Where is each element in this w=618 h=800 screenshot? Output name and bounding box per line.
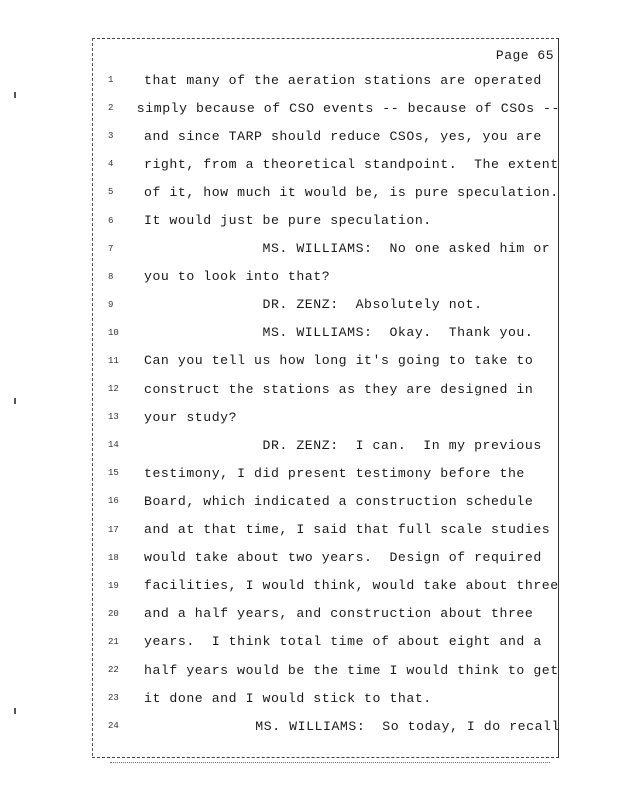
line-text: DR. ZENZ: I can. In my previous	[144, 437, 542, 453]
line-number: 11	[108, 355, 119, 366]
transcript-line	[100, 178, 560, 206]
line-number: 13	[108, 412, 119, 423]
line-text: MS. WILLIAMS: No one asked him or	[144, 241, 551, 257]
line-number: 10	[108, 327, 119, 338]
line-number: 8	[108, 271, 114, 282]
transcript-line	[100, 235, 560, 263]
transcript-line	[100, 656, 560, 684]
line-text: facilities, I would think, would take about three	[144, 578, 559, 594]
transcript-line	[100, 66, 560, 94]
line-text: MS. WILLIAMS: Okay. Thank you.	[144, 325, 534, 341]
margin-tick	[14, 398, 16, 404]
line-number: 17	[108, 524, 119, 535]
line-text: It would just be pure speculation.	[144, 213, 432, 229]
line-number: 20	[108, 608, 119, 619]
line-number: 7	[108, 243, 114, 254]
line-number: 22	[108, 665, 119, 676]
left-margin-rule	[92, 38, 93, 756]
transcript-line	[100, 291, 560, 319]
bottom-rule	[110, 762, 550, 763]
line-text: testimony, I did present testimony before the	[144, 465, 525, 481]
line-text: right, from a theoretical standpoint. The extent	[144, 156, 559, 172]
line-text: Can you tell us how long it's going to take to	[144, 353, 534, 369]
line-number: 24	[108, 721, 119, 732]
line-number: 9	[108, 299, 114, 310]
line-text: and a half years, and construction about three	[144, 606, 534, 622]
transcript-line	[100, 544, 560, 572]
line-number: 6	[108, 215, 114, 226]
transcript-line	[100, 263, 560, 291]
line-number: 3	[108, 131, 114, 142]
transcript-line	[100, 94, 560, 122]
margin-tick	[14, 92, 16, 98]
transcript-line	[100, 403, 560, 431]
line-number: 18	[108, 552, 119, 563]
line-text: it done and I would stick to that.	[144, 690, 432, 706]
line-text: simply because of CSO events -- because of CSOs --	[136, 100, 560, 116]
line-text: DR. ZENZ: Absolutely not.	[144, 297, 483, 313]
line-number: 23	[108, 693, 119, 704]
transcript-line	[100, 347, 560, 375]
transcript-line	[100, 516, 560, 544]
line-text: you to look into that?	[144, 269, 331, 285]
line-text: half years would be the time I would think to get	[144, 662, 559, 678]
line-number: 19	[108, 580, 119, 591]
line-number: 15	[108, 468, 119, 479]
transcript-line	[100, 150, 560, 178]
line-text: years. I think total time of about eight and a	[144, 634, 542, 650]
transcript-line	[100, 628, 560, 656]
transcript-line	[100, 684, 560, 712]
transcript-line	[100, 206, 560, 234]
line-text: construct the stations as they are designed in	[144, 381, 534, 397]
line-number: 21	[108, 636, 119, 647]
line-text: Board, which indicated a construction schedule	[144, 493, 534, 509]
line-text: and at that time, I said that full scale studies	[144, 522, 551, 538]
transcript-line	[100, 122, 560, 150]
page-number: Page 65	[495, 48, 554, 63]
line-number: 12	[108, 384, 119, 395]
line-text: your study?	[144, 409, 238, 425]
line-number: 1	[108, 75, 114, 86]
transcript-line	[100, 319, 560, 347]
transcript-line	[100, 487, 560, 515]
line-text: and since TARP should reduce CSOs, yes, you are	[144, 128, 542, 144]
line-number: 4	[108, 159, 114, 170]
margin-tick	[14, 708, 16, 714]
line-number: 5	[108, 187, 114, 198]
transcript-line	[100, 600, 560, 628]
transcript-line	[100, 572, 560, 600]
transcript-line	[100, 431, 560, 459]
line-text: of it, how much it would be, is pure speculation.	[144, 184, 559, 200]
line-text: would take about two years. Design of required	[144, 550, 542, 566]
line-number: 2	[108, 103, 114, 114]
line-text: that many of the aeration stations are operated	[144, 72, 542, 88]
transcript-line	[100, 712, 560, 740]
transcript-line	[100, 375, 560, 403]
line-number: 16	[108, 496, 119, 507]
line-number: 14	[108, 440, 119, 451]
line-text: MS. WILLIAMS: So today, I do recall	[136, 718, 560, 734]
transcript-lines	[100, 66, 560, 740]
transcript-line	[100, 459, 560, 487]
